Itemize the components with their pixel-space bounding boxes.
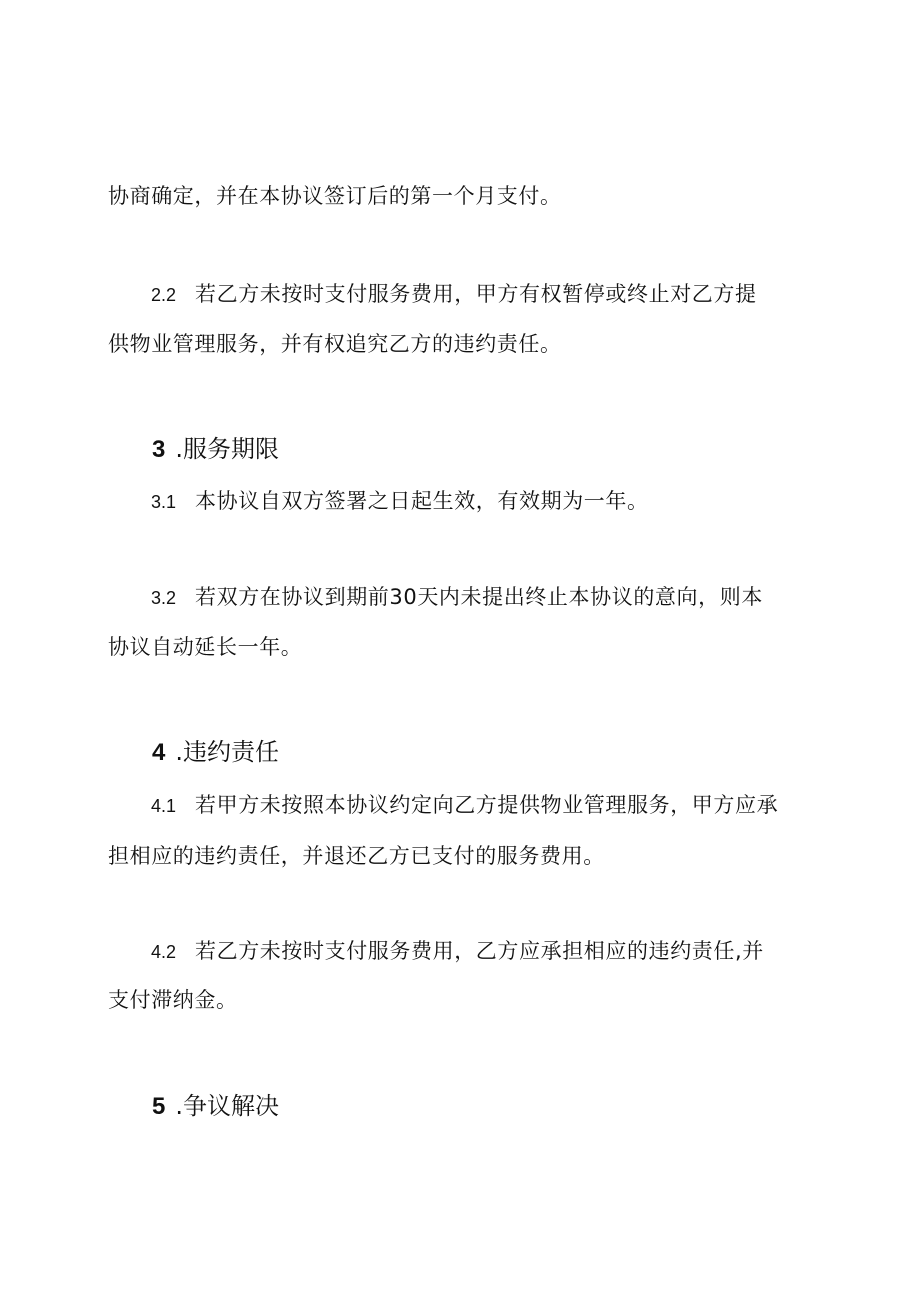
section-4-heading xyxy=(152,736,279,769)
section-5-number: 5 xyxy=(152,1093,166,1120)
clause-4-2-text: 若乙方未按时支付服务费用，乙方应承担相应的违约责任,并 xyxy=(195,939,764,963)
clause-3-1-line-1 xyxy=(151,487,649,516)
clause-2-2-text: 若乙方未按时支付服务费用，甲方有权暂停或终止对乙方提 xyxy=(195,282,757,306)
section-3-heading xyxy=(152,433,279,466)
clause-2-2-line-1 xyxy=(151,280,757,309)
clause-3-2-line-2: 协议自动延长一年。 xyxy=(108,635,303,659)
intro-paragraph-line: 协商确定，并在本协议签订后的第一个月支付。 xyxy=(108,184,562,208)
section-5-title: .争议解决 xyxy=(175,1092,279,1120)
clause-4-2-line-1 xyxy=(151,937,764,966)
clause-3-2-number: 3.2 xyxy=(151,588,177,608)
clause-4-1-number: 4.1 xyxy=(151,796,177,816)
clause-4-2-line-2: 支付滞纳金。 xyxy=(108,988,238,1012)
section-4-number: 4 xyxy=(152,739,166,766)
section-3-title: .服务期限 xyxy=(175,435,279,463)
section-3-number: 3 xyxy=(152,436,166,463)
clause-3-1-text: 本协议自双方签署之日起生效，有效期为一年。 xyxy=(195,489,649,513)
clause-4-1-text: 若甲方未按照本协议约定向乙方提供物业管理服务，甲方应承 xyxy=(195,793,779,817)
clause-4-1-line-2: 担相应的违约责任，并退还乙方已支付的服务费用。 xyxy=(108,844,605,868)
clause-2-2-line-2: 供物业管理服务，并有权追究乙方的违约责任。 xyxy=(108,332,562,356)
clause-3-2-text: 若双方在协议到期前30天内未提出终止本协议的意向，则本 xyxy=(195,585,763,609)
clause-3-2-line-1 xyxy=(151,583,763,612)
clause-4-2-number: 4.2 xyxy=(151,942,177,962)
clause-3-1-number: 3.1 xyxy=(151,492,177,512)
clause-2-2-number: 2.2 xyxy=(151,285,177,305)
section-4-title: .违约责任 xyxy=(175,738,279,766)
section-5-heading xyxy=(152,1090,279,1123)
clause-4-1-line-1 xyxy=(151,791,778,820)
